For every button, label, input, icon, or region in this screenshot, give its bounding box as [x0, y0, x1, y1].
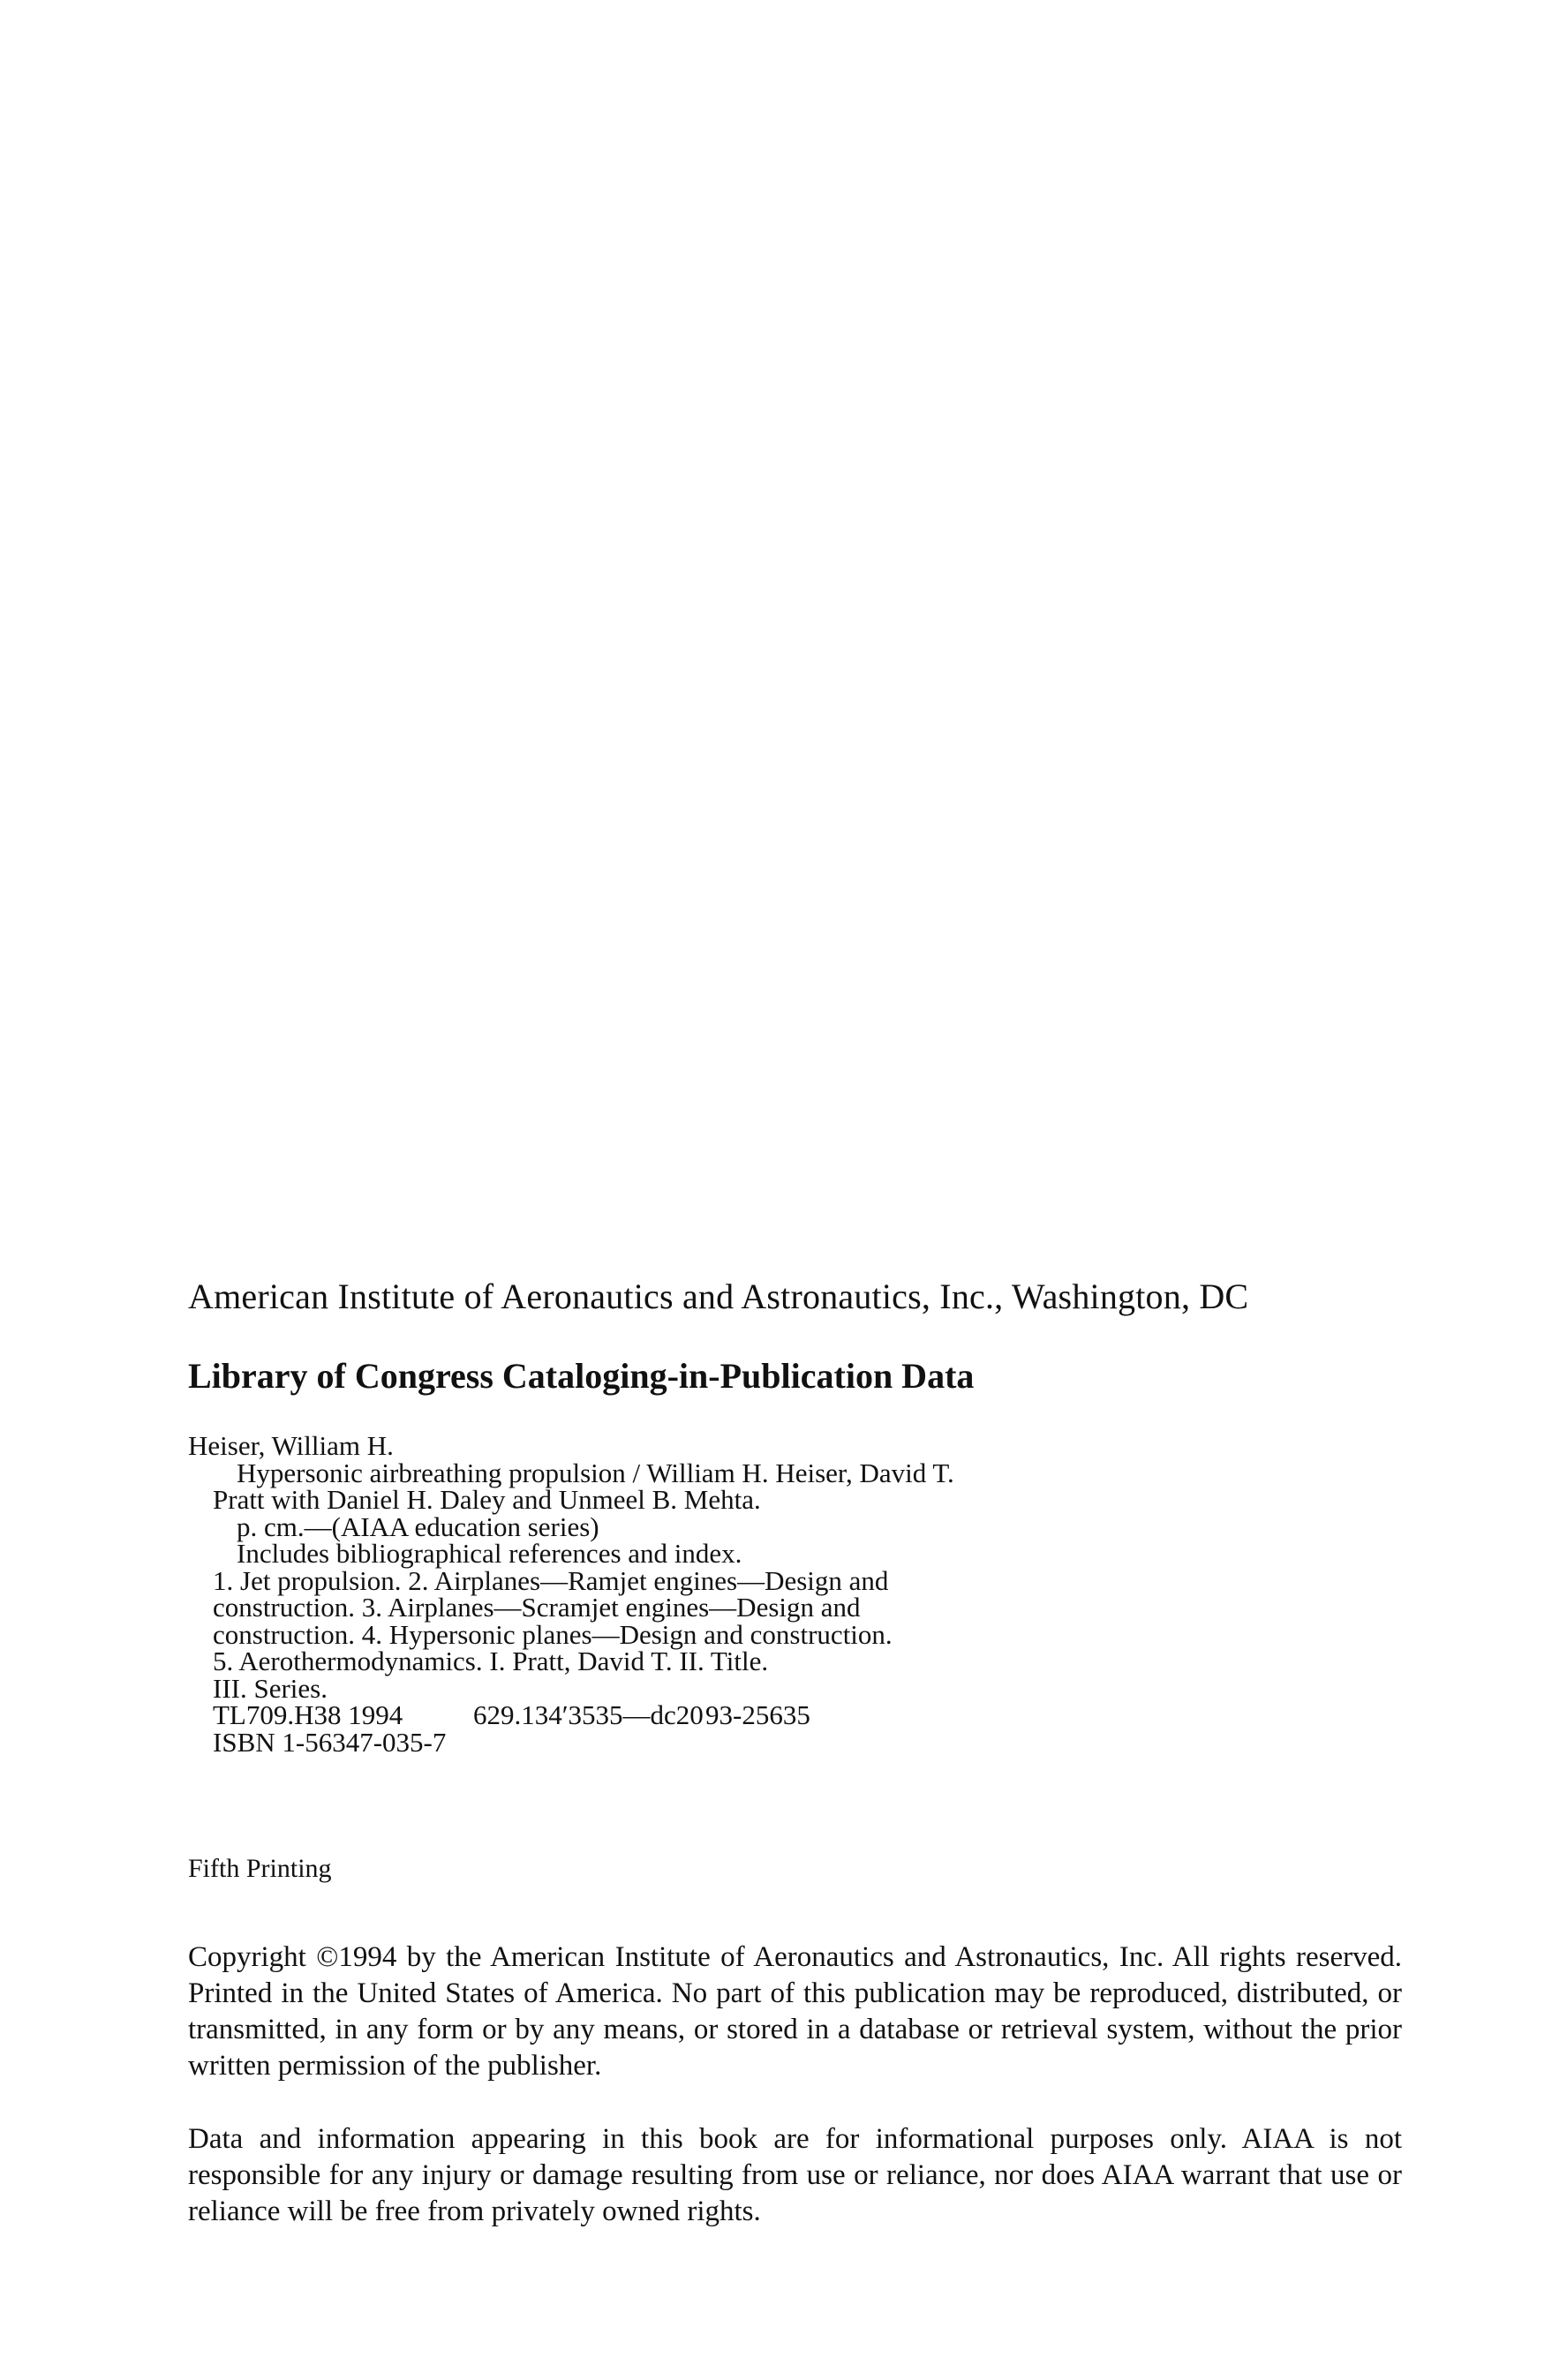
- printing-notice: Fifth Printing: [188, 1854, 332, 1883]
- cip-lccn: 93-25635: [705, 1699, 810, 1730]
- cip-subject-line: III. Series.: [213, 1672, 328, 1704]
- cip-notes: Includes bibliographical references and index.: [237, 1538, 742, 1569]
- cip-title-line: Pratt with Daniel H. Daley and Unmeel B. Mehta.: [213, 1484, 761, 1515]
- copyright-notice: Copyright ©1994 by the American Institute of Aeronautics and Astronautics, Inc. All rights reserved. Printed in the United States of America. No part of this publication may be reproduced, distributed, or transmitted, in any form or by any means, or stored in a database or retrieval system, without the prior written permission of the publisher.: [188, 1941, 1402, 2082]
- cip-lc-call-number: TL709.H38 1994: [213, 1699, 403, 1730]
- cip-subject-line: construction. 3. Airplanes—Scramjet engines—Design and: [213, 1592, 861, 1623]
- cip-subject-line: 5. Aerothermodynamics. I. Pratt, David T. II. Title.: [213, 1646, 769, 1676]
- cip-heading: Library of Congress Cataloging-in-Publication Data: [188, 1356, 975, 1396]
- cip-isbn: ISBN 1-56347-035-7: [213, 1726, 447, 1758]
- cip-classification-row: [188, 1699, 1389, 1730]
- disclaimer-notice: Data and information appearing in this book are for informational purposes only. AIAA is not responsible for any injury or damage resulting from use or reliance, nor does AIAA warrant that use or reliance will be free from privately owned rights.: [188, 2123, 1402, 2227]
- cip-record: [188, 1430, 1389, 1758]
- publisher-line: American Institute of Aeronautics and Astronautics, Inc., Washington, DC: [188, 1277, 1249, 1316]
- cip-subject-line: construction. 4. Hypersonic planes—Design and construction.: [213, 1618, 893, 1650]
- cip-title-line: Hypersonic airbreathing propulsion / William H. Heiser, David T.: [237, 1457, 954, 1488]
- cip-author: Heiser, William H.: [188, 1430, 394, 1461]
- cip-physical-description: p. cm.—(AIAA education series): [237, 1510, 599, 1542]
- cip-dewey-number: 629.134′3535—dc20: [473, 1699, 704, 1730]
- cip-subject-line: 1. Jet propulsion. 2. Airplanes—Ramjet engines—Design and: [213, 1564, 889, 1596]
